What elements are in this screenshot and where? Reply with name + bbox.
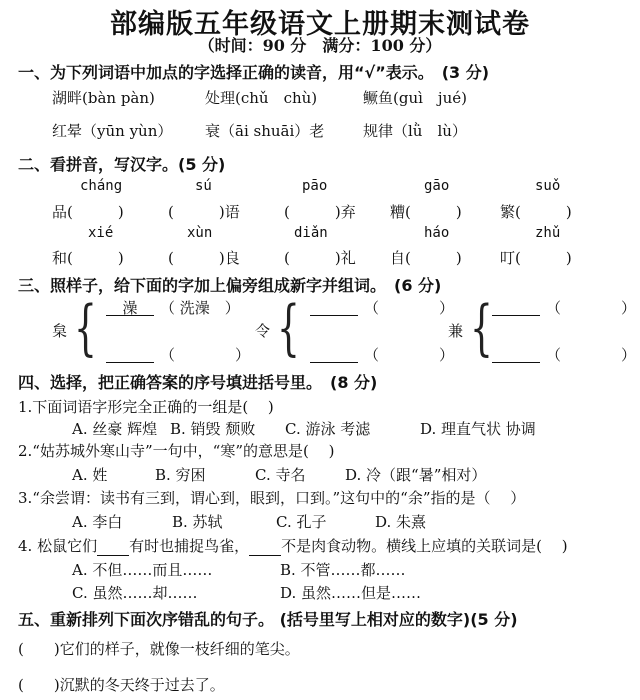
answer-blank[interactable] [310, 344, 358, 363]
q4-text: 有时也捕捉鸟雀， [129, 537, 250, 555]
answer-blank[interactable]: 糟( ) [390, 203, 462, 221]
option[interactable]: D. 朱熹 [375, 513, 427, 531]
option[interactable]: B. 穷困 [155, 466, 206, 484]
pinyin: pāo [302, 178, 328, 194]
pinyin: zhǔ [535, 225, 561, 241]
pinyin: gāo [424, 178, 450, 194]
answer-blank[interactable]: 自( ) [390, 249, 462, 267]
s1-item: 处理(chǔ chù) [205, 89, 318, 107]
answer-blank[interactable]: （ ） [364, 299, 455, 317]
pinyin: sú [195, 178, 212, 194]
option[interactable]: A. 丝豪 辉煌 [72, 420, 158, 438]
base-char: 令 [255, 322, 271, 340]
sentence-item[interactable]: ( )它们的样子，就像一枝纤细的笔尖。 [18, 640, 300, 658]
section2-heading: 二、看拼音，写汉字。(5 分) [18, 155, 226, 174]
option[interactable]: C. 虽然……却…… [72, 584, 198, 602]
section5-heading: 五、重新排列下面次序错乱的句子。 (括号里写上相对应的数字)(5 分) [18, 610, 518, 629]
s1-item: 衰（āi shuāi）老 [205, 122, 325, 140]
option[interactable]: C. 游泳 考滤 [285, 420, 371, 438]
answer-blank[interactable] [492, 297, 540, 316]
s1-item: 红晕（yūn yùn） [52, 122, 173, 140]
option[interactable]: B. 不管……都…… [280, 561, 406, 579]
answer-blank[interactable] [310, 297, 358, 316]
answer-blank[interactable]: ( )弃 [284, 203, 356, 221]
section1-heading: 一、为下列词语中加点的字选择正确的读音，用“√”表示。 (3 分) [18, 63, 490, 82]
answer-blank[interactable] [106, 344, 154, 363]
answer-blank[interactable]: ( )语 [168, 203, 240, 221]
page-title: 部编版五年级语文上册期末测试卷 [110, 9, 530, 40]
answer-blank[interactable]: （ ） [546, 346, 637, 364]
section4-heading: 四、选择，把正确答案的序号填进括号里。 (8 分) [18, 373, 378, 392]
section3-heading: 三、照样子，给下面的字加上偏旁组成新字并组词。 (6 分) [18, 276, 442, 295]
option[interactable]: C. 寺名 [255, 466, 306, 484]
s1-item: 规律（lǜ lù） [363, 122, 467, 140]
pinyin: xùn [187, 225, 213, 241]
option[interactable]: D. 虽然……但是…… [280, 584, 422, 602]
answer-blank[interactable]: 品( ) [52, 203, 124, 221]
exam-info: （时间：90 分 满分：100 分） [198, 36, 442, 55]
question-2: 2.“姑苏城外寒山寺”一句中，“寒”的意思是( ) [18, 442, 335, 460]
brace-icon: { [74, 293, 97, 363]
sentence-item[interactable]: ( )沉默的冬天终于过去了。 [18, 676, 225, 694]
answer-blank[interactable] [492, 344, 540, 363]
answer-blank[interactable]: （ ） [546, 299, 637, 317]
question-3: 3.“余尝谓：读书有三到，谓心到，眼到，口到。”这句中的“余”指的是（ ） [18, 489, 526, 507]
answer-blank[interactable]: 繁( ) [500, 203, 572, 221]
q4-text: 不是肉食动物。横线上应填的关联词是( ) [281, 537, 568, 555]
brace-icon: { [470, 293, 493, 363]
base-char: 枲 [52, 322, 68, 340]
base-char: 兼 [448, 322, 464, 340]
example-word: （ 洗澡 ） [160, 299, 240, 317]
brace-icon: { [277, 293, 300, 363]
question-1: 1.下面词语字形完全正确的一组是( ) [18, 398, 274, 416]
answer-blank[interactable]: （ ） [364, 346, 455, 364]
option[interactable]: A. 姓 [72, 466, 108, 484]
option[interactable]: C. 孔子 [276, 513, 327, 531]
option[interactable]: B. 销毁 颓败 [170, 420, 256, 438]
option[interactable]: A. 不但……而且…… [72, 561, 213, 579]
pinyin: háo [424, 225, 450, 241]
option[interactable]: D. 理直气状 协调 [420, 420, 536, 438]
answer-blank[interactable]: （ ） [160, 346, 251, 364]
question-4 [18, 535, 568, 556]
option[interactable]: A. 李白 [72, 513, 123, 531]
answer-blank[interactable]: 澡 [106, 297, 154, 316]
answer-blank[interactable]: ( )良 [168, 249, 240, 267]
q4-text: 4. 松鼠它们 [18, 537, 98, 555]
option[interactable]: D. 冷（跟“暑”相对） [345, 466, 487, 484]
answer-blank[interactable]: ( )礼 [284, 249, 356, 267]
pinyin: xié [88, 225, 114, 241]
option[interactable]: B. 苏轼 [172, 513, 223, 531]
answer-blank[interactable]: 叮( ) [500, 249, 572, 267]
s1-item: 鳜鱼(guì jué) [363, 89, 467, 107]
pinyin: cháng [80, 178, 123, 194]
s1-item: 湖畔(bàn pàn) [52, 89, 155, 107]
answer-blank[interactable] [249, 537, 281, 556]
answer-blank[interactable]: 和( ) [52, 249, 124, 267]
pinyin: diǎn [294, 225, 328, 241]
answer-blank[interactable] [97, 537, 129, 556]
pinyin: suǒ [535, 178, 561, 194]
